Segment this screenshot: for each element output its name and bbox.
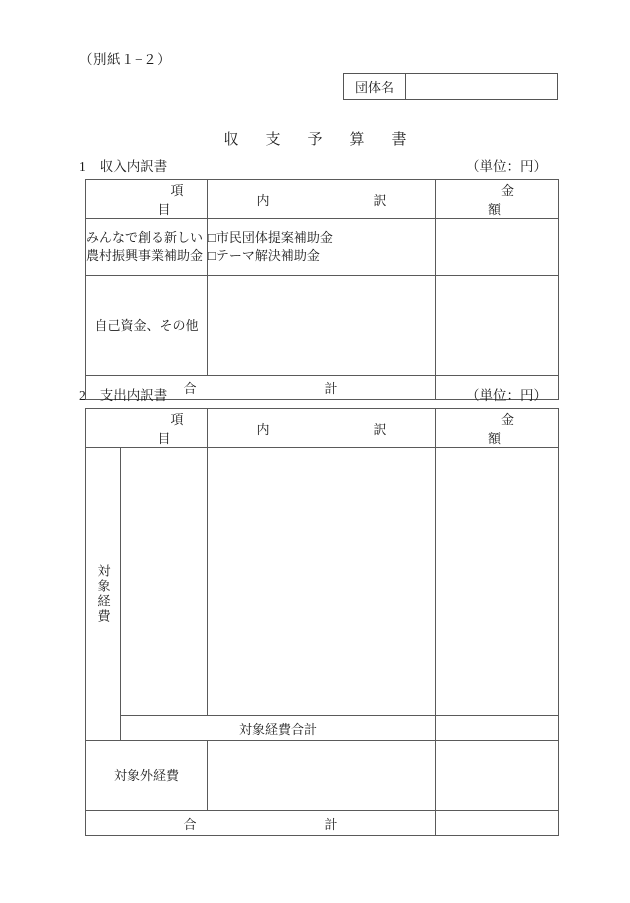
income-total-label-text: 合 計 — [183, 381, 372, 396]
income-row-2-breakdown[interactable] — [208, 276, 436, 376]
table-row — [86, 219, 559, 276]
section-1-caption — [79, 155, 167, 175]
expense-subtotal-row — [86, 716, 559, 741]
checkbox-option-theme[interactable]: □テーマ解決補助金 — [208, 248, 320, 263]
income-col-amount-label: 金 額 — [488, 183, 619, 217]
section-2-title: 支出内訳書 — [99, 388, 168, 403]
section-2-number: 2 — [79, 388, 86, 403]
expense-nontarget-breakdown[interactable] — [208, 741, 436, 811]
expense-total-label — [86, 811, 436, 836]
expense-col-breakdown-label: 内 訳 — [256, 421, 413, 437]
table-row — [86, 276, 559, 376]
expense-category-label-text: 対象経費 — [95, 564, 111, 624]
organization-name-label: 団体名 — [344, 74, 406, 99]
income-table-header-row — [86, 180, 559, 219]
table-row — [86, 448, 559, 716]
section-1-unit: （単位：円） — [466, 159, 547, 174]
income-row-1-item: みんなで創る新しい農村振興事業補助金 — [86, 219, 208, 276]
expense-table — [85, 408, 619, 836]
income-col-amount — [436, 180, 619, 219]
expense-nontarget-label: 対象外経費 — [86, 741, 208, 811]
expense-nontarget-row — [86, 741, 559, 811]
organization-name-input[interactable] — [406, 74, 557, 99]
expense-subtotal-amount[interactable] — [436, 716, 559, 741]
expense-col-amount-label: 金 額 — [488, 412, 619, 446]
expense-col-item — [86, 409, 327, 448]
expense-category-label — [86, 448, 121, 741]
section-2-unit: （単位：円） — [466, 388, 547, 403]
expense-total-row — [86, 811, 559, 836]
income-col-item-label: 項 目 — [157, 183, 327, 217]
expense-col-amount — [436, 409, 619, 448]
section-1-title: 収入内訳書 — [99, 159, 168, 174]
income-row-1-amount[interactable] — [436, 219, 559, 276]
income-col-item — [86, 180, 327, 219]
income-col-breakdown-label: 内 訳 — [256, 192, 413, 208]
expense-table-header-row — [86, 409, 559, 448]
page-title: 収 支 予 算 書 — [223, 132, 413, 148]
document-reference: （別紙１−２） — [79, 52, 172, 67]
expense-row-1-item[interactable] — [121, 448, 208, 716]
expense-row-1-amount[interactable] — [436, 448, 559, 716]
expense-row-1-breakdown[interactable] — [208, 448, 436, 716]
expense-total-label-text: 合 計 — [183, 816, 372, 832]
income-row-2-item: 自己資金、その他 — [86, 276, 208, 376]
organization-name-box — [343, 73, 558, 100]
income-table — [85, 179, 619, 400]
expense-subtotal-label: 対象経費合計 — [121, 716, 436, 741]
section-2-caption — [79, 384, 167, 404]
section-1-number: 1 — [79, 159, 86, 174]
checkbox-option-shimin[interactable]: □市民団体提案補助金 — [208, 230, 333, 246]
expense-total-amount[interactable] — [436, 811, 559, 836]
expense-nontarget-amount[interactable] — [436, 741, 559, 811]
expense-col-item-label: 項 目 — [157, 412, 327, 446]
income-row-1-breakdown[interactable] — [208, 219, 436, 276]
income-row-2-amount[interactable] — [436, 276, 559, 376]
